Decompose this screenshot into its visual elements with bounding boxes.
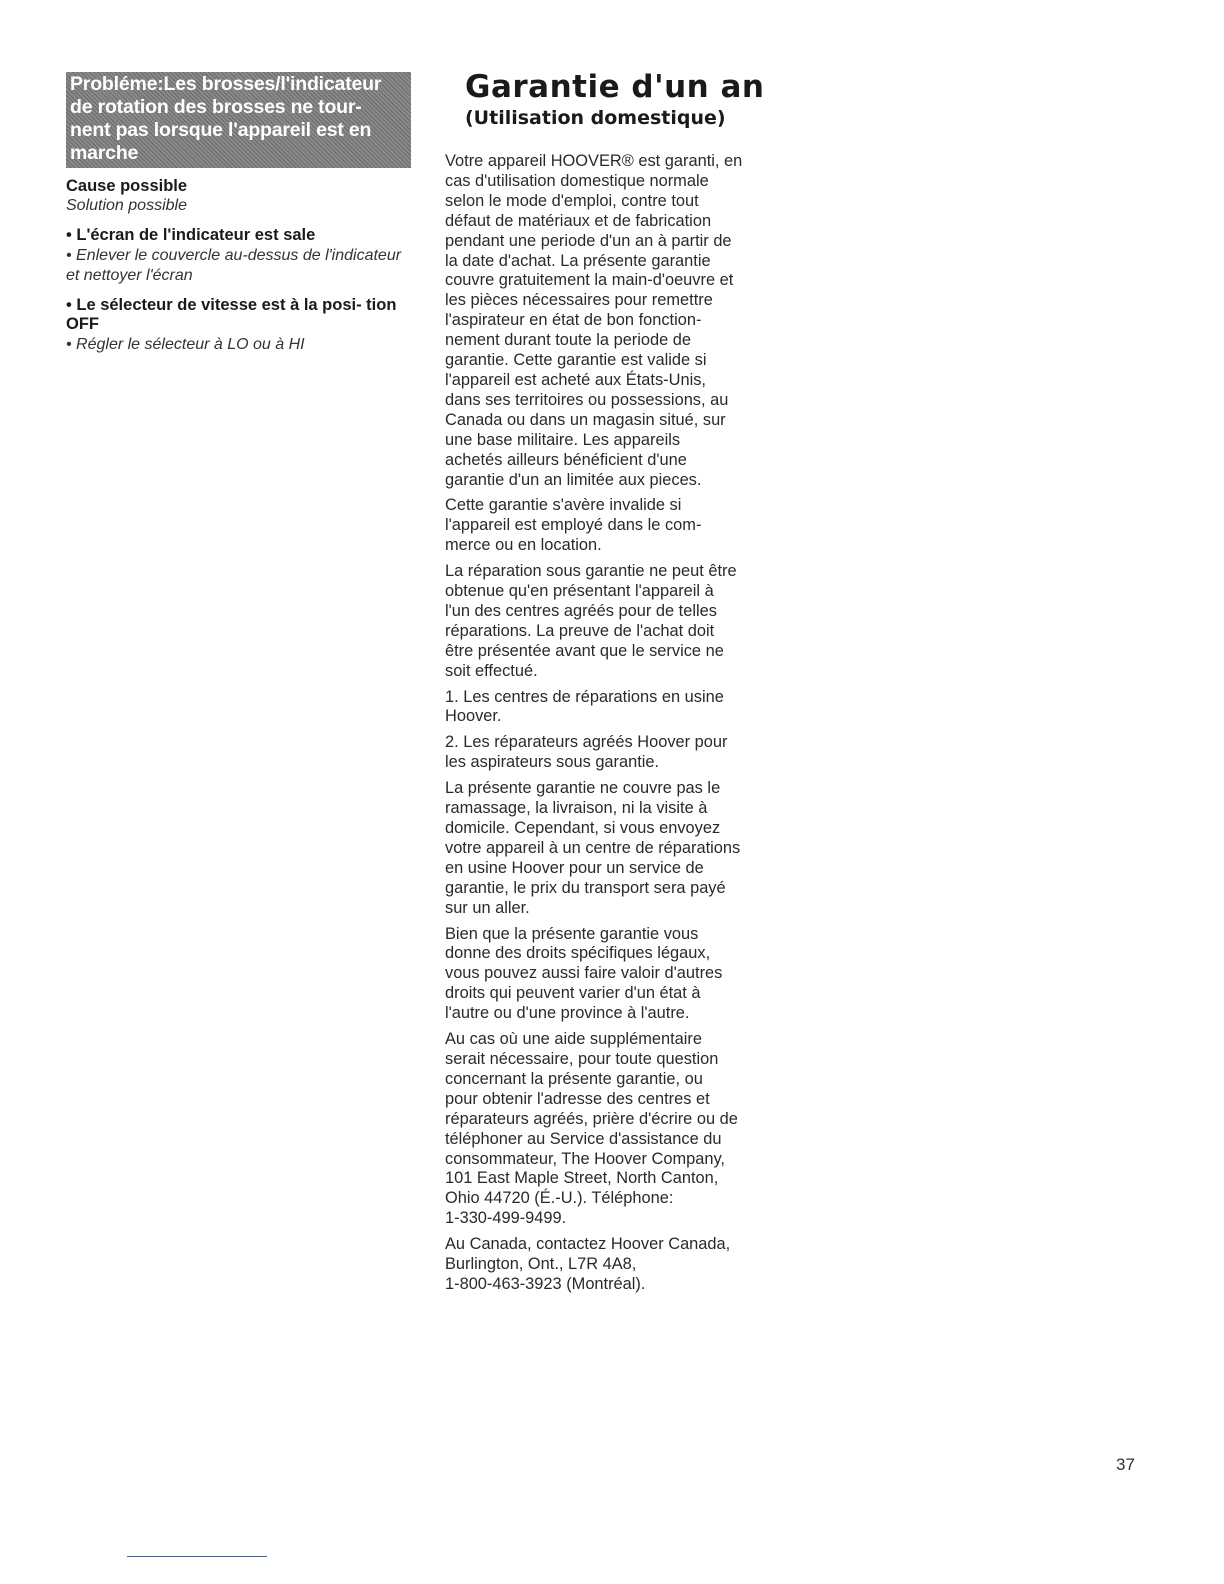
troubleshooting-section bbox=[66, 72, 411, 355]
page-number: 37 bbox=[1116, 1455, 1135, 1474]
footer-divider bbox=[127, 1556, 267, 1557]
warranty-paragraph: Au cas où une aide supplémentaire serait nécessaire, pour toute question concernant la présente garantie, ou pour obtenir l'adresse des centres et réparateurs agréés, prière d'écrire ou de téléphoner au Service d'assistance du consommateur, The Hoover Company, 101 East Maple Street, North Canton, Ohio 44720 (É.-U.). Téléphone: 1-330-499-9499. bbox=[445, 1030, 738, 1228]
warranty-paragraph: La réparation sous garantie ne peut être obtenue qu'en présentant l'appareil à l'un des centres agréés pour de telles réparations. La preuve de l'achat doit être présentée avant que le service ne soit effectué. bbox=[445, 562, 737, 680]
warranty-paragraph: 2. Les réparateurs agréés Hoover pour les aspirateurs sous garantie. bbox=[445, 733, 728, 772]
problem-banner: Probléme:Les brosses/l'indicateur de rotation des brosses ne tour- nent pas lorsque l'appareil est en marche bbox=[66, 72, 411, 168]
warranty-section bbox=[445, 70, 790, 1301]
solution-item-set-selector: • Régler le sélecteur à LO ou à HI bbox=[66, 335, 305, 353]
solution-item-clean-screen: • Enlever le couvercle au-dessus de l'indicateur et nettoyer l'écran bbox=[66, 246, 402, 284]
cause-heading: Cause possible bbox=[66, 177, 188, 195]
warranty-subtitle: (Utilisation domestique) bbox=[465, 107, 726, 129]
warranty-paragraph: Votre appareil HOOVER® est garanti, en cas d'utilisation domestique normale selon le mode d'emploi, contre tout défaut de matériaux et de fabrication pendant une periode d'un an à partir de la date d'achat. La présente garantie couvre gratuitement la main-d'oeuvre et les pièces nécessaires pour remettre l'aspirateur en état de bon fonction- nement durant toute la periode de garantie. Cette garantie est valide si l'appareil est acheté aux États-Unis, dans ses territoires ou possessions, au Canada ou dans un magasin situé, sur une base militaire. Les appareils achetés ailleurs bénéficient d'une garantie d'un an limitée aux pieces. bbox=[445, 152, 743, 489]
cause-item-dirty-screen: • L'écran de l'indicateur est sale bbox=[66, 226, 316, 244]
warranty-paragraph: Bien que la présente garantie vous donne des droits spécifiques légaux, vous pouvez aussi faire valoir d'autres droits qui peuvent varier d'un état à l'autre ou d'une province à l'autre. bbox=[445, 924, 723, 1023]
solution-heading: Solution possible bbox=[66, 197, 187, 214]
warranty-body bbox=[445, 152, 790, 1295]
warranty-paragraph: Cette garantie s'avère invalide si l'appareil est employé dans le com- merce ou en location. bbox=[445, 496, 702, 555]
warranty-paragraph: Au Canada, contactez Hoover Canada, Burlington, Ont., L7R 4A8, 1-800-463-3923 (Montréal). bbox=[445, 1235, 731, 1293]
cause-item-speed-selector-off: • Le sélecteur de vitesse est à la posi- tion OFF bbox=[66, 295, 397, 333]
warranty-title: Garantie d'un an bbox=[465, 69, 765, 105]
warranty-paragraph: La présente garantie ne couvre pas le ramassage, la livraison, ni la visite à domicile. Cependant, si vous envoyez votre appareil à un centre de réparations en usine Hoover pour un service de garantie, le prix du transport sera payé sur un aller. bbox=[445, 779, 741, 917]
warranty-paragraph: 1. Les centres de réparations en usine Hoover. bbox=[445, 687, 724, 726]
